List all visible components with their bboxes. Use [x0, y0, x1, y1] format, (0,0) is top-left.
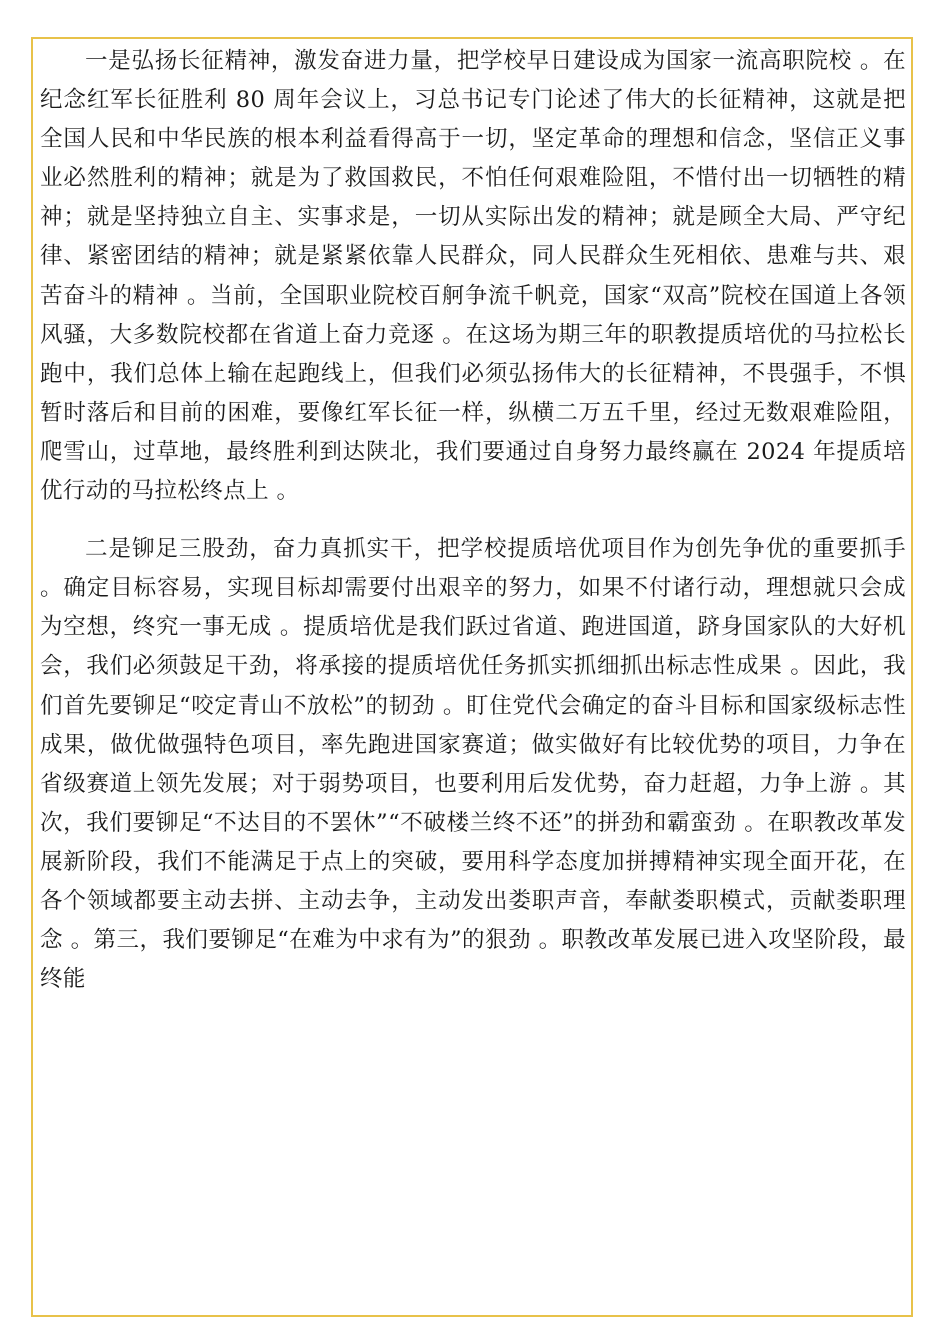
- document-body: [40, 42, 906, 999]
- paragraph-long-march-spirit: 一是弘扬长征精神，激发奋进力量，把学校早日建设成为国家一流高职院校 。在纪念红军长征胜利 80 周年会议上，习总书记专门论述了伟大的长征精神，这就是把全国人民和中华民族的根本利益看得高于一切，坚定革命的理想和信念，坚信正义事业必然胜利的精神；就是为了救国救民，不怕任何艰难险阻，不惜付出一切牺牲的精神；就是坚持独立自主、实事求是，一切从实际出发的精神；就是顾全大局、严守纪律、紧密团结的精神；就是紧紧依靠人民群众，同人民群众生死相依、患难与共、艰苦奋斗的精神 。当前，全国职业院校百舸争流千帆竞，国家“双高”院校在国道上各领风骚，大多数院校都在省道上奋力竞逐 。在这场为期三年的职教提质培优的马拉松长跑中，我们总体上输在起跑线上，但我们必须弘扬伟大的长征精神，不畏强手，不惧暂时落后和目前的困难，要像红军长征一样，纵横二万五千里，经过无数艰难险阻，爬雪山，过草地，最终胜利到达陕北，我们要通过自身努力最终赢在 2024 年提质培优行动的马拉松终点上 。: [40, 48, 906, 505]
- paragraph-three-efforts: 二是铆足三股劲，奋力真抓实干，把学校提质培优项目作为创先争优的重要抓手 。确定目标容易，实现目标却需要付出艰辛的努力，如果不付诸行动，理想就只会成为空想，终究一事无成 。提质培优是我们跃过省道、跑进国道，跻身国家队的大好机会，我们必须鼓足干劲，将承接的提质培优任务抓实抓细抓出标志性成果 。因此，我们首先要铆足“咬定青山不放松”的韧劲 。盯住党代会确定的奋斗目标和国家级标志性成果，做优做强特色项目，率先跑进国家赛道；做实做好有比较优势的项目，力争在省级赛道上领先发展；对于弱势项目，也要利用后发优势，奋力赶超，力争上游 。其次，我们要铆足“不达目的不罢休”“不破楼兰终不还”的拼劲和霸蛮劲 。在职教改革发展新阶段，我们不能满足于点上的突破，要用科学态度加拼搏精神实现全面开花，在各个领域都要主动去拼、主动去争，主动发出娄职声音，奉献娄职模式，贡献娄职理念 。第三，我们要铆足“在难为中求有为”的狠劲 。职教改革发展已进入攻坚阶段，最终能: [40, 536, 906, 993]
